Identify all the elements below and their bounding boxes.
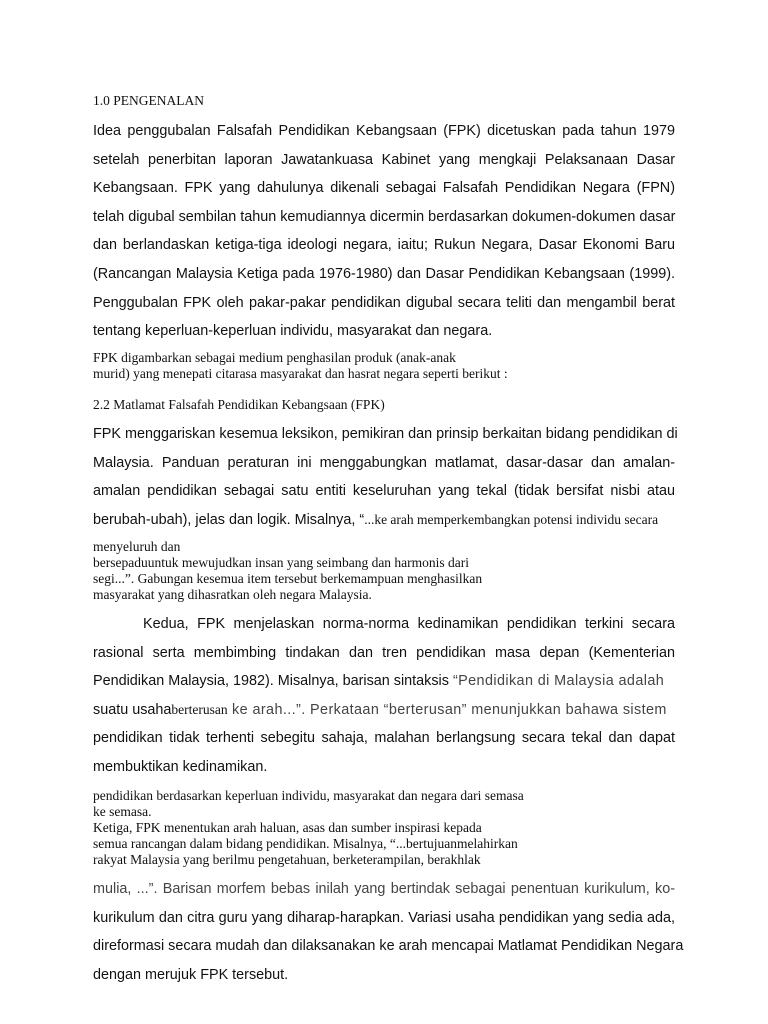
text-line-mixed — [93, 667, 675, 696]
text-line: (Rancangan Malaysia Ketiga pada 1976-1980) dan Dasar Pendidikan Kebangsaan (1999). — [93, 265, 675, 282]
text-line: bersepaduuntuk mewujudkan insan yang seimbang dan harmonis dari — [93, 555, 470, 570]
text-line-mixed — [93, 506, 675, 535]
text-line: Ketiga, FPK menentukan arah haluan, asas dan sumber inspirasi kepada — [93, 820, 482, 835]
text-line: Kedua, FPK menjelaskan norma-norma kedinamikan pendidikan terkini secara — [143, 616, 675, 632]
text-line: masyarakat yang dihasratkan oleh negara Malaysia. — [93, 587, 372, 602]
heading-text: 1.0 PENGENALAN — [93, 93, 204, 108]
text-line: dan berlandaskan ketiga-tiga ideologi negara, iaitu; Rukun Negara, Dasar Ekonomi Baru — [93, 237, 675, 254]
text-line: membuktikan kedinamikan. — [93, 758, 268, 775]
text-line: Idea penggubalan Falsafah Pendidikan Kebangsaan (FPK) dicetuskan pada tahun 1979 — [93, 123, 675, 139]
text-segment: suatu usaha — [93, 701, 172, 718]
heading-text: 2.2 Matlamat Falsafah Pendidikan Kebangsaan (FPK) — [93, 397, 385, 412]
text-line: Malaysia. Panduan peraturan ini menggabungkan matlamat, dasar-dasar dan amalan- — [93, 454, 675, 471]
text-segment: Pendidikan Malaysia, 1982). Misalnya, barisan sintaksis — [93, 673, 453, 690]
paragraph-fpk-leksikon — [93, 420, 678, 534]
text-line: murid) yang menepati citarasa masyarakat dan hasrat negara seperti berikut : — [93, 366, 508, 381]
text-segment-quote: “Pendidikan di Malaysia adalah — [452, 673, 665, 690]
heading-matlamat-fpk — [93, 397, 675, 413]
text-line: kurikulum dan citra guru yang diharap-harapkan. Variasi usaha pendidikan yang sedia ada, — [93, 909, 675, 926]
text-line: direformasi secara mudah dan dilaksanakan ke arah mencapai Matlamat Pendidikan Negara — [93, 938, 684, 955]
text-segment: berubah-ubah), jelas dan logik. Misalnya, — [93, 511, 360, 528]
paragraph-intro — [93, 117, 675, 346]
quote-mark: “ — [359, 511, 365, 528]
text-line: rakyat Malaysia yang berilmu pengetahuan, berketerampilan, berakhlak — [93, 852, 481, 867]
text-line: Penggubalan FPK oleh pakar-pakar pendidikan digubal secara teliti dan mengambil berat — [93, 294, 675, 311]
paragraph-fpk-medium — [93, 350, 675, 382]
text-line-mixed — [93, 696, 675, 725]
text-line: dengan merujuk FPK tersebut. — [93, 966, 289, 983]
text-line: menyeluruh dan — [93, 539, 181, 554]
paragraph-ketiga — [93, 788, 675, 868]
text-line: semua rancangan dalam bidang pendidikan. Misalnya, “...bertujuanmelahirkan — [93, 836, 518, 851]
text-line: Kebangsaan. FPK yang dahulunya dikenali sebagai Falsafah Pendidikan Negara (FPN) — [93, 180, 675, 197]
text-line: telah digubal sembilan tahun kemudiannya dicermin berdasarkan dokumen-dokumen dasar — [93, 208, 676, 225]
text-line: FPK menggariskan kesemua leksikon, pemikiran dan prinsip berkaitan bidang pendidikan di — [93, 426, 678, 442]
text-line: mulia, ...”. Barisan morfem bebas inilah yang bertindak sebagai penentuan kurikulum, ko- — [93, 881, 675, 897]
text-line: rasional serta membimbing tindakan dan tren pendidikan masa depan (Kementerian — [93, 644, 675, 661]
paragraph-kedua — [93, 610, 675, 782]
text-line: FPK digambarkan sebagai medium penghasilan produk (anak-anak — [93, 350, 456, 365]
heading-pengenalan — [93, 93, 675, 109]
text-line: tentang keperluan-keperluan individu, masyarakat dan negara. — [93, 323, 493, 340]
text-line: pendidikan berdasarkan keperluan individu, masyarakat dan negara dari semasa — [93, 788, 524, 803]
text-segment-serif: ...ke arah memperkembangkan potensi individu secara — [364, 511, 659, 527]
paragraph-menyeluruh — [93, 539, 675, 603]
text-line: segi...”. Gabungan kesemua item tersebut berkemampuan menghasilkan — [93, 571, 483, 586]
text-line: ke semasa. — [93, 804, 152, 819]
text-segment-serif: berterusan — [171, 701, 228, 717]
text-line: setelah penerbitan laporan Jawatankuasa Kabinet yang mengkaji Pelaksanaan Dasar — [93, 151, 675, 168]
text-line: amalan pendidikan sebagai satu entiti keseluruhan yang tekal (tidak bersifat nisbi atau — [93, 483, 675, 500]
text-line: pendidikan tidak terhenti sebegitu sahaja, malahan berlangsung secara tekal dan dapat — [93, 730, 675, 747]
paragraph-mulia — [93, 875, 684, 989]
text-segment-light: ke arah...”. Perkataan “berterusan” menunjukkan bahawa sistem — [227, 701, 667, 718]
